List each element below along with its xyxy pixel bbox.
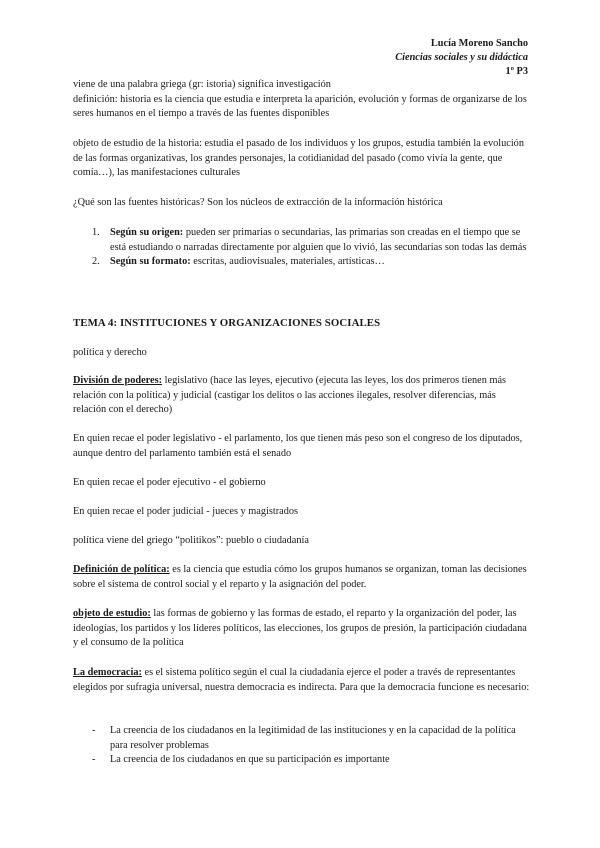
bullet-dash: - xyxy=(92,725,96,736)
politica-definition-block xyxy=(73,563,531,592)
democracia-bullets xyxy=(73,724,531,768)
politica-origin-text: política viene del griego “politikos”: pueblo o ciudadanía xyxy=(73,535,309,546)
list-number: 2. xyxy=(92,256,100,268)
bullet-dash: - xyxy=(92,754,96,766)
sources-question: ¿Qué son las fuentes históricas? Son los núcleos de extracción de la información histórica xyxy=(73,197,443,208)
list-item-text: pueden ser primarias o secundarias, las primarias son creadas en el tiempo que se está estudiando o narradas directamente por alguien que lo vivió, las secundarias son todas las demás xyxy=(110,227,527,253)
division-block xyxy=(73,374,531,418)
subtitle-block xyxy=(73,346,531,361)
history-object-block xyxy=(73,137,531,181)
list-number: 1. xyxy=(92,227,100,238)
bullet-text: La creencia de los ciudadanos en que su participación es importante xyxy=(110,754,390,766)
section-title: TEMA 4: INSTITUCIONES Y ORGANIZACIONES SOCIALES xyxy=(73,317,381,329)
politica-definition-text: es la ciencia que estudia cómo los grupos humanos se organizan, toman las decisiones sobre el sistema de control social y el reparto y la asignación del poder. xyxy=(73,564,527,590)
sources-question-block xyxy=(73,196,531,211)
header xyxy=(395,37,528,80)
tema-title-block xyxy=(73,316,531,331)
objeto-text: las formas de gobierno y las formas de estado, el reparto y la organización del poder, las ideologías, los partidos y los líderes políticos, las elecciones, los grupos de presión, la participación ciudadana y el consumo de la política xyxy=(73,608,527,649)
judicial-block xyxy=(73,505,531,520)
ejecutivo-text: En quien recae el poder ejecutivo - el gobierno xyxy=(73,477,266,488)
list-item xyxy=(73,226,531,255)
bullet-text: La creencia de los ciudadanos en la legitimidad de las instituciones y en la capacidad de la política para resolver problemas xyxy=(110,725,516,751)
ejecutivo-block xyxy=(73,476,531,491)
list-item-text: escritas, audiovisuales, materiales, artísticas… xyxy=(190,256,385,268)
democracia-label: La democracia: xyxy=(73,667,142,678)
list-item xyxy=(73,724,531,753)
democracia-text: es el sistema político según el cual la ciudadanía ejerce el poder a través de representantes elegidos por sufragia universal, nuestra democracia es indirecta. Para que la democracia funcione es necesario: xyxy=(73,667,530,693)
division-label: División de poderes: xyxy=(73,375,163,386)
objeto-block xyxy=(73,607,531,651)
section-subtitle: política y derecho xyxy=(73,347,147,358)
list-item-label: Según su origen: xyxy=(110,227,184,238)
sources-list xyxy=(73,226,531,270)
list-item-label: Según su formato: xyxy=(110,256,191,268)
list-item xyxy=(73,255,531,270)
democracia-block xyxy=(73,666,531,695)
intro-block xyxy=(73,78,531,122)
politica-origin-block xyxy=(73,534,531,549)
objeto-label: objeto de estudio: xyxy=(73,608,151,619)
history-object: objeto de estudio de la historia: estudia el pasado de los individuos y los grupos, estudia también la evolución de las formas organizativas, los grandes personajes, la cotidianidad del pasado (como vivía la gente, que comía…), las manifestaciones culturales xyxy=(73,138,524,179)
legislativo-text: En quien recae el poder legislativo - el parlamento, los que tienen más peso son el congreso de los diputados, aunque dentro del parlamento también está el senado xyxy=(73,433,523,459)
author-name: Lucía Moreno Sancho xyxy=(430,38,528,49)
division-text: legislativo (hace las leyes, ejecutivo (ejecuta las leyes, los dos primeros tienen más relación con la política) y judicial (castigar los delitos o las acciones ilegales, resolver diferencias, más relación con el derecho) xyxy=(73,375,507,416)
judicial-text: En quien recae el poder judicial - jueces y magistrados xyxy=(73,506,299,517)
legislativo-block xyxy=(73,432,531,461)
intro-line: viene de una palabra griega (gr: istoria) significa investigación xyxy=(73,79,331,90)
course-name: Ciencias sociales y su didáctica xyxy=(395,52,528,64)
history-definition: definición: historia es la ciencia que estudia e interpreta la aparición, evolución y formas de organizarse de los seres humanos en el tiempo a través de las fuentes disponibles xyxy=(73,93,527,120)
group-label: 1º P3 xyxy=(505,66,528,78)
politica-definition-label: Definición de política: xyxy=(73,564,170,575)
list-item xyxy=(73,753,531,768)
